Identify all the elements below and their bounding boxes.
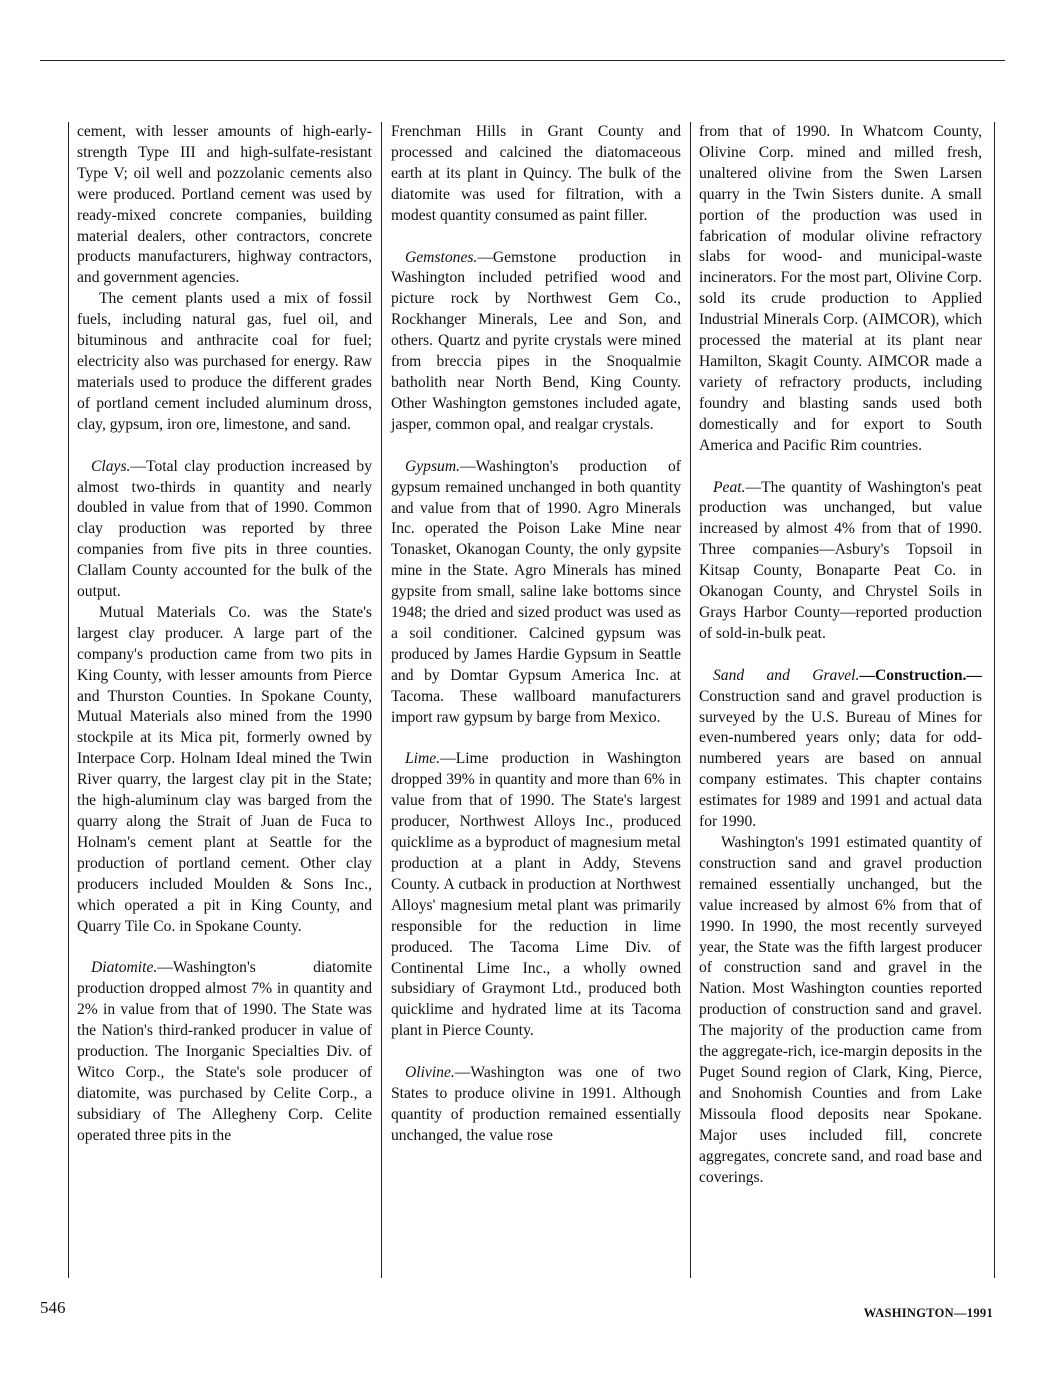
gemstones-paragraph-1: —Gemstone production in Washington included petrified wood and picture rock by Northwest Gem Co., Rockhanger Minerals, Lee and Son, and others. Quartz and pyrite crystals were mined from breccia pipes in the Snoqualmie batholith near North Bend, King County. Other Washington gemstones included agate, jasper, common opal, and realgar crystals. xyxy=(391,248,681,433)
gypsum-heading: Gypsum. xyxy=(405,457,461,475)
gemstones-heading: Gemstones. xyxy=(405,248,478,266)
olivine-continued: from that of 1990. In Whatcom County, Olivine Corp. mined and milled fresh, unaltered olivine from the Swen Larsen quarry in the Twin Sisters dunite. A small portion of the production was used in fabrication of modular olivine refractory slabs for wood- and municipal-waste incinerators. For the most part, Olivine Corp. sold its crude production to Applied Industrial Minerals Corp. (AIMCOR), which processed the material at its plant near Hamilton, Skagit County. AIMCOR made a variety of refractory products, including foundry and blasting sands used both domestically and for export to South America and Pacific Rim countries. xyxy=(699,123,982,454)
clays-heading: Clays. xyxy=(91,457,131,475)
sand-gravel-section xyxy=(699,666,982,833)
sand-gravel-paragraph-2: Washington's 1991 estimated quantity of construction sand and gravel production remained essentially unchanged, but the value increased by almost 6% from that of 1990. In 1990, the most recently surveyed year, the State was the fifth largest producer of construction sand and gravel in the Nation. Most Washington counties reported production of construction sand and gravel. The majority of the production came from the aggregate-rich, ice-margin deposits in the Puget Sound region of Clark, King, Pierce, and Snohomish Counties and from Lake Missoula flood deposits near Spokane. Major uses included fill, concrete aggregates, concrete sand, and road base and coverings. xyxy=(699,834,982,1186)
diatomite-heading: Diatomite. xyxy=(91,959,158,977)
clays-paragraph-1: —Total clay production increased by almost two-thirds in quantity and nearly doubled in value from that of 1990. Common clay production was reported by three companies from five pits in three counties. Clallam County accounted for the bulk of the output. xyxy=(77,457,372,601)
peat-heading: Peat. xyxy=(713,478,746,496)
olivine-paragraph-1: —Washington was one of two States to produce olivine in 1991. Although quantity of production remained essentially unchanged, the value rose xyxy=(391,1064,681,1144)
column-1 xyxy=(68,122,372,1278)
cement-paragraph-2: The cement plants used a mix of fossil fuels, including natural gas, fuel oil, and bituminous and anthracite coal for fuel; electricity also was purchased for energy. Raw materials used to produce the different grades of portland cement included aluminum dross, clay, gypsum, iron ore, limestone, and sand. xyxy=(77,290,372,433)
peat-section xyxy=(699,478,982,645)
gemstones-section xyxy=(391,248,681,436)
sand-gravel-paragraph-1: Construction sand and gravel production is surveyed by the U.S. Bureau of Mines for even-numbered years only; data for odd-numbered years are based on annual company estimates. This chapter contains estimates for 1989 and 1991 and actual data for 1990. xyxy=(699,687,982,831)
gypsum-paragraph-1: —Washington's production of gypsum remained unchanged in both quantity and value from that of 1990. Agro Minerals Inc. operated the Poison Lake Mine near Tonasket, Okanogan County, the only gypsite mine in the State. Agro Minerals has mined gypsite from small, saline lake bottoms since 1948; the dried and sized product was used as a soil conditioner. Calcined gypsum was produced by James Hardie Gypsum in Seattle and by Domtar Gypsum America Inc. at Tacoma. These wallboard manufacturers import raw gypsum by barge from Mexico. xyxy=(391,457,681,726)
sand-gravel-heading: Sand and Gravel. xyxy=(713,666,860,684)
cement-paragraph-1: cement, with lesser amounts of high-early-strength Type III and high-sulfate-resistant Type V; oil well and pozzolanic cements also were produced. Portland cement was used by ready-mixed concrete companies, building material dealers, other contractors, concrete products manufacturers, highway contractors, and government agencies. xyxy=(77,123,372,287)
lime-paragraph-1: —Lime production in Washington dropped 39% in quantity and more than 6% in value from that of 1990. The State's largest producer, Northwest Alloys Inc., produced quicklime as a byproduct of magnesium metal production at a plant in Addy, Stevens County. A cutback in production at Northwest Alloys' magnesium metal plant was primarily responsible for the reduction in lime produced. The Tacoma Lime Div. of Continental Lime Inc., a wholly owned subsidiary of Graymont Ltd., produced both quicklime and hydrated lime at its Tacoma plant in Pierce County. xyxy=(391,750,681,1040)
olivine-heading: Olivine. xyxy=(405,1064,455,1082)
column-3 xyxy=(690,122,995,1278)
lime-section xyxy=(391,749,681,1042)
diatomite-continued: Frenchman Hills in Grant County and processed and calcined the diatomaceous earth at its plant in Quincy. The bulk of the diatomite was used for filtration, with a modest quantity consumed as paint filler. xyxy=(391,123,681,224)
lime-heading: Lime. xyxy=(405,750,441,768)
peat-paragraph-1: —The quantity of Washington's peat production was unchanged, but value increased by almost 4% from that of 1990. Three companies—Asbury's Topsoil in Kitsap County, Bonaparte Peat Co. in Okanogan County, and Chrystel Soils in Grays Harbor County—reported production of sold-in-bulk peat. xyxy=(699,478,982,642)
running-head: WASHINGTON—1991 xyxy=(863,1306,993,1320)
diatomite-section xyxy=(77,958,372,1146)
olivine-section xyxy=(391,1063,681,1147)
construction-subheading: —Construction.— xyxy=(859,666,982,684)
clays-paragraph-2: Mutual Materials Co. was the State's largest clay producer. A large part of the company's production came from two pits in King County, with lesser amounts from Pierce and Thurston Counties. In Spokane County, Mutual Materials also mined from the 1990 stockpile at its Mica pit, formerly owned by Interpace Corp. Holnam Ideal mined the Twin River quarry, the largest clay pit in the State; the high-aluminum clay was barged from the quarry along the Strait of Juan de Fuca to Holnam's cement plant at Seattle for the production of portland cement. Other clay producers included Moulden & Sons Inc., which operated a pit in King County, and Quarry Tile Co. in Spokane County. xyxy=(77,603,372,935)
column-2 xyxy=(381,122,685,1278)
gypsum-section xyxy=(391,457,681,729)
clays-section xyxy=(77,457,372,603)
top-rule xyxy=(40,60,1005,61)
diatomite-paragraph-1: —Washington's diatomite production dropped almost 7% in quantity and 2% in value from that of 1990. The State was the Nation's third-ranked producer in value of production. The Inorganic Specialties Div. of Witco Corp., the State's sole producer of diatomite, was purchased by Celite Corp., a subsidiary of The Allegheny Corp. Celite operated three pits in the xyxy=(77,959,372,1144)
page-number: 546 xyxy=(40,1298,66,1317)
